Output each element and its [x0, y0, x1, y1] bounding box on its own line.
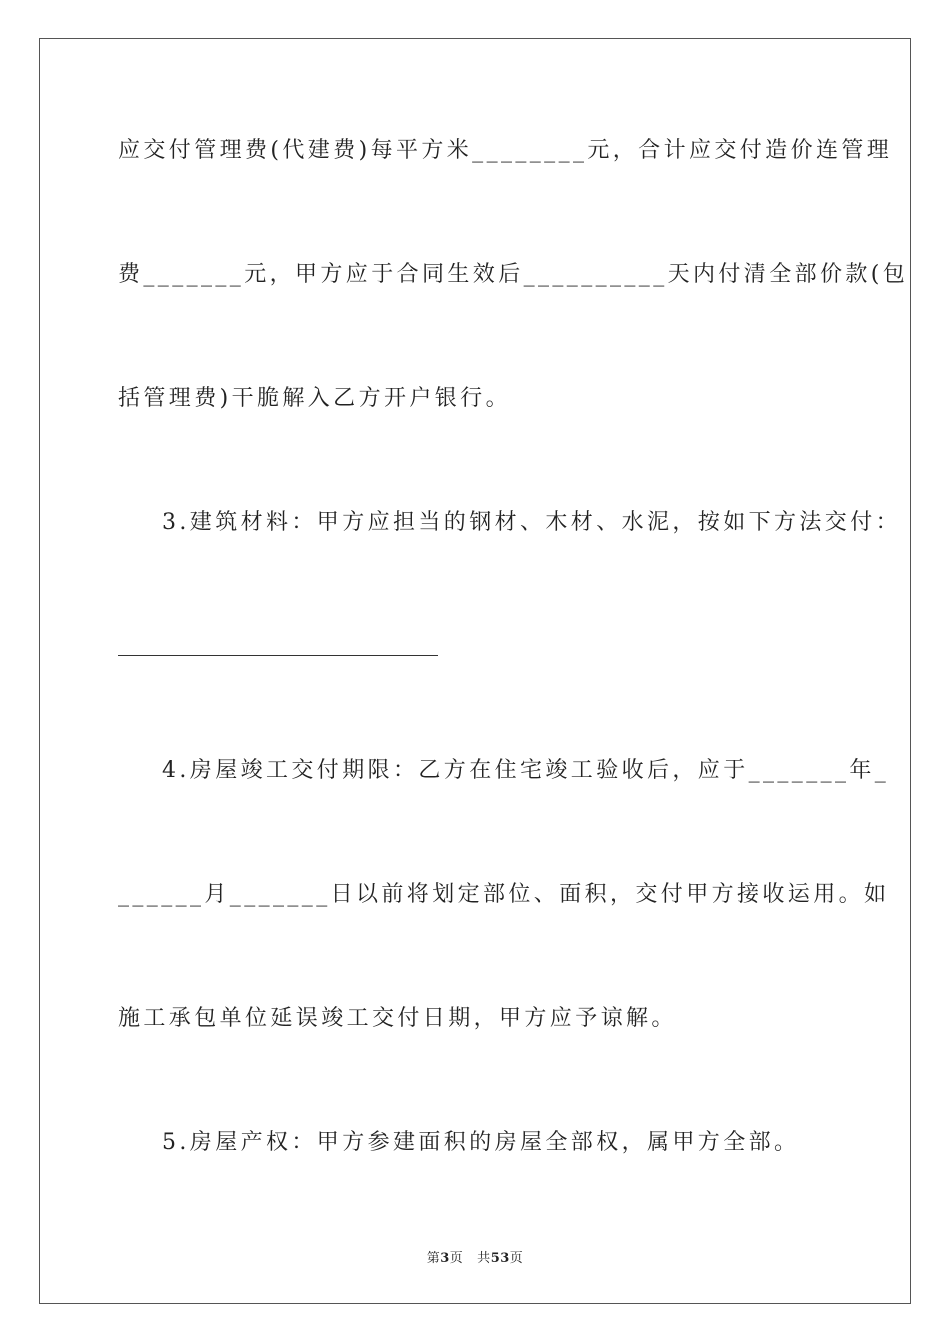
- fill-in-blank-rule: [118, 655, 438, 656]
- clause-3-line: 3.建筑材料：甲方应担当的钢材、木材、水泥，按如下方法交付：: [162, 510, 901, 535]
- clause-4-line-2: ______月_______日以前将划定部位、面积，交付甲方接收运用。如: [118, 882, 890, 907]
- footer-total-pages: 53: [490, 1251, 510, 1266]
- body-line-3: 括管理费)干脆解入乙方开户银行。: [118, 386, 511, 411]
- body-line-1: 应交付管理费(代建费)每平方米________元，合计应交付造价连管理: [118, 138, 893, 163]
- body-line-2: 费_______元，甲方应于合同生效后__________天内付清全部价款(包: [118, 262, 909, 287]
- footer-page-suffix: 页: [449, 1251, 464, 1266]
- footer-total-suffix: 页: [509, 1251, 524, 1266]
- clause-4-line-3: 施工承包单位延误竣工交付日期，甲方应予谅解。: [118, 1006, 677, 1031]
- footer-page-number: 3: [440, 1251, 450, 1266]
- footer-total-prefix: 共: [477, 1251, 491, 1266]
- page-footer: [0, 1247, 950, 1266]
- page-border: [39, 38, 911, 1304]
- clause-5-line: 5.房屋产权：甲方参建面积的房屋全部权，属甲方全部。: [162, 1130, 800, 1155]
- clause-4-line-1: 4.房屋竣工交付期限：乙方在住宅竣工验收后，应于_______年_: [162, 758, 890, 783]
- footer-page-prefix: 第: [426, 1251, 441, 1266]
